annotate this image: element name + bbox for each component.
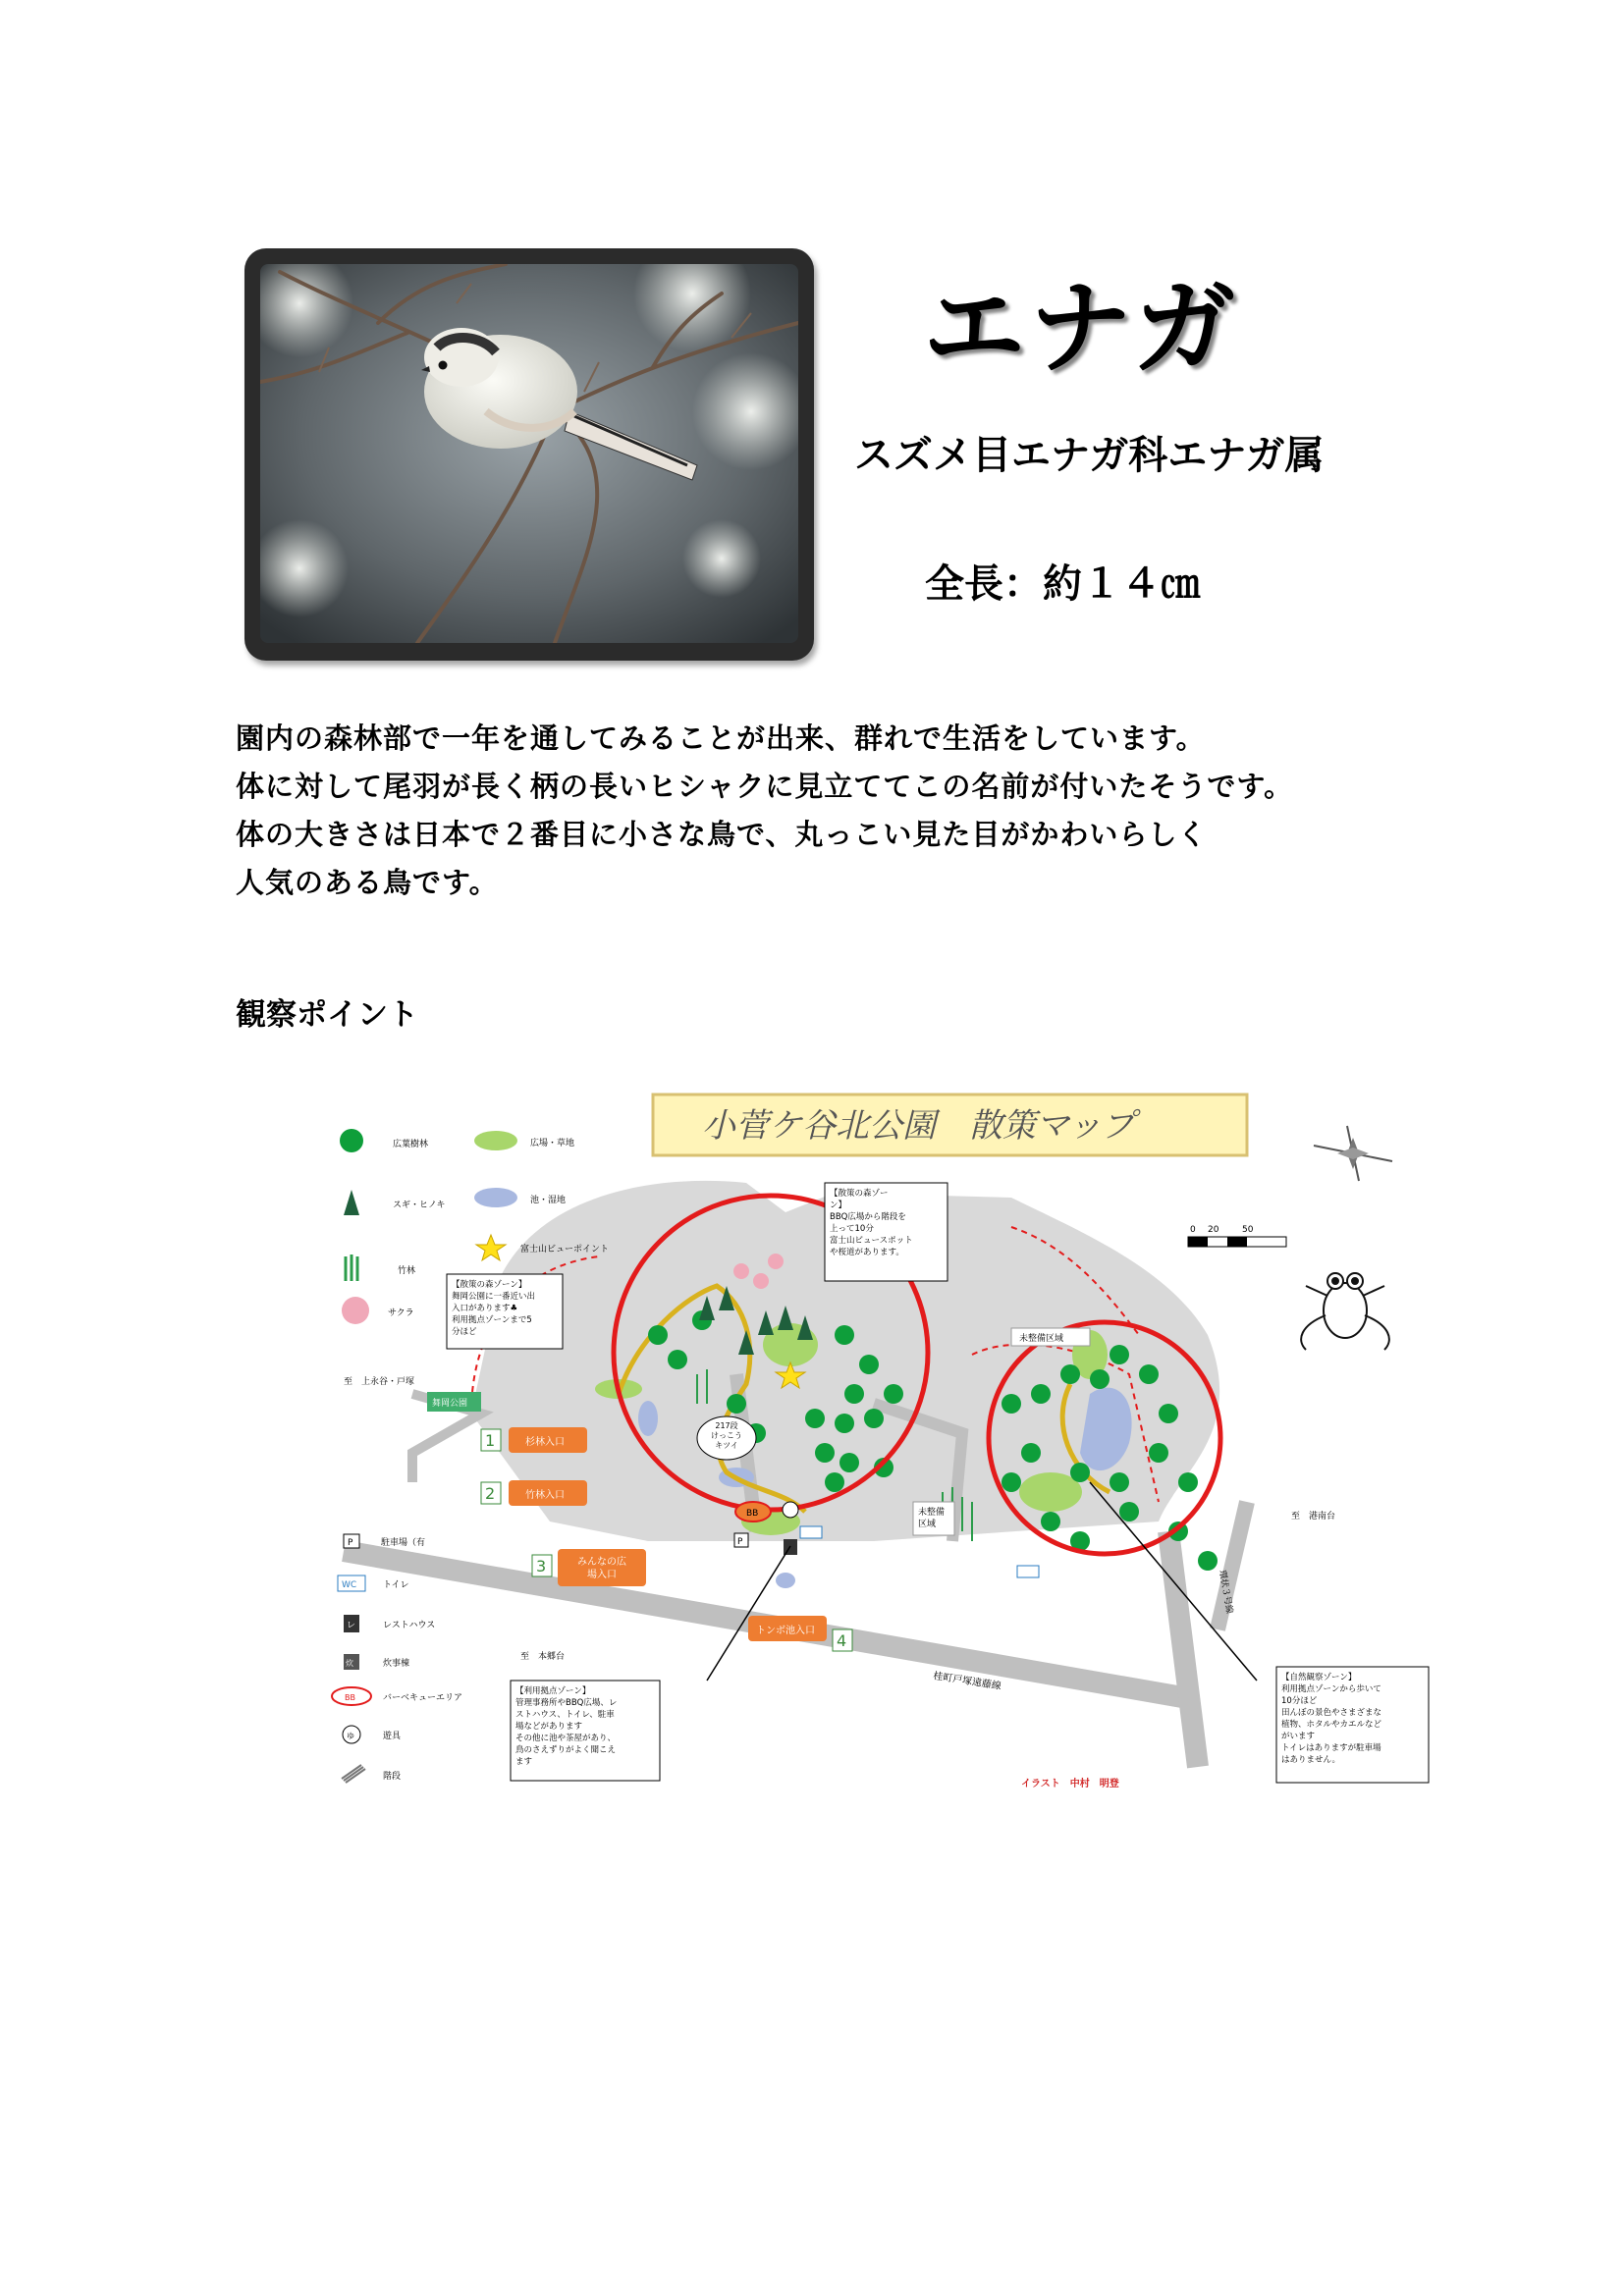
map-title-banner	[653, 1095, 1247, 1155]
park-map	[324, 1080, 1443, 1826]
svg-text:バーベキューエリア: バーベキューエリア	[383, 1693, 463, 1703]
svg-text:2: 2	[485, 1484, 496, 1503]
svg-text:みんなの広場入口: みんなの広場入口	[577, 1557, 626, 1580]
svg-text:3: 3	[536, 1557, 547, 1575]
illustrator-credit: イラスト 中村 明登	[1021, 1779, 1119, 1789]
svg-text:スギ・ヒノキ: スギ・ヒノキ	[393, 1201, 446, 1210]
svg-text:サクラ: サクラ	[388, 1308, 414, 1318]
road-label: 桂町戸塚遠藤線	[932, 1671, 1002, 1692]
place-maioka: 舞岡公園	[432, 1399, 468, 1409]
svg-text:遊具: 遊具	[383, 1732, 402, 1741]
sakura-icon	[342, 1297, 369, 1324]
svg-text:池・湿地: 池・湿地	[530, 1196, 567, 1205]
stairs-note: 217段けっこうキツイ	[711, 1421, 742, 1450]
toilet-marker	[800, 1526, 822, 1538]
svg-text:ゆ: ゆ	[347, 1732, 354, 1740]
svg-text:0: 0	[1190, 1225, 1196, 1235]
svg-text:竹林入口: 竹林入口	[525, 1490, 565, 1501]
toilet-marker-2	[1017, 1566, 1039, 1577]
entrance-1	[481, 1427, 587, 1453]
description-line: 体の大きさは日本で２番目に小さな鳥で、丸っこい見た目がかわいらしく	[236, 818, 1208, 851]
undeveloped-area-2: 未整備区域	[918, 1508, 946, 1529]
svg-text:P: P	[348, 1538, 353, 1548]
pond-icon	[474, 1188, 517, 1207]
taxonomy-text: スズメ目エナガ科エナガ属	[854, 433, 1325, 478]
svg-text:炊事棟: 炊事棟	[383, 1659, 410, 1669]
bamboo-icon	[346, 1255, 357, 1281]
scale-bar	[1188, 1225, 1286, 1247]
svg-text:【散策の森ゾーン】 舞岡公園に一番近い出: 【散策の森ゾーン】 舞岡公園に一番近い出 入口があります♣ 利用拠点ゾーンまで5 分ほど	[452, 1280, 536, 1337]
svg-text:【利用拠点ゾーン】 管理事務所やBBQ広場、レ: 【利用拠点ゾーン】 管理事務所やBBQ広場、レ ストハウス、トイレ、駐車 場などがあります その他に池や茶屋があり、 鳥のさえずりがよく聞こえ ます	[515, 1686, 618, 1767]
svg-text:20: 20	[1208, 1225, 1219, 1235]
bird-photo-frame	[244, 248, 814, 661]
svg-text:4: 4	[837, 1631, 847, 1650]
stairs-icon	[342, 1765, 365, 1783]
svg-text:駐車場（有: 駐車場（有	[381, 1538, 426, 1548]
bird-photo	[260, 264, 798, 643]
svg-text:50: 50	[1242, 1225, 1254, 1235]
description-line: 園内の森林部で一年を通してみることが出来、群れで生活をしています。	[236, 721, 1206, 755]
svg-text:広葉樹林: 広葉樹林	[393, 1140, 429, 1149]
frog-illustration	[1301, 1273, 1389, 1350]
description-line: 人気のある鳥です。	[236, 866, 499, 899]
place-honkyodai: 至 本郷台	[520, 1652, 566, 1662]
svg-text:1: 1	[485, 1431, 496, 1450]
map-title: 小菅ケ谷北公園 散策マップ	[702, 1106, 1135, 1146]
svg-text:トンボ池入口: トンボ池入口	[756, 1626, 815, 1636]
svg-text:階段: 階段	[383, 1772, 402, 1782]
compass-icon	[1314, 1126, 1392, 1181]
svg-text:杉林入口: 杉林入口	[525, 1437, 565, 1448]
description	[236, 715, 1414, 907]
place-minatodai: 至 港南台	[1291, 1512, 1336, 1522]
svg-text:P: P	[737, 1537, 743, 1547]
svg-text:レストハウス: レストハウス	[383, 1621, 436, 1630]
broadleaf-tree-icon	[340, 1129, 363, 1152]
entrance-2	[481, 1480, 587, 1506]
svg-text:【自然観察ゾーン】 利用拠点ゾーンから歩いて: 【自然観察ゾーン】 利用拠点ゾーンから歩いて 10分ほど 田んぼの景色やさまざまな 植物、ホタルやカエルなど がいます トイレはありますが駐車場 はありません。	[1281, 1673, 1382, 1765]
callout-forest-left	[447, 1274, 563, 1349]
length-text: 全長：約１４㎝	[925, 561, 1200, 607]
road-label-2: 環状３号線	[1217, 1569, 1234, 1615]
svg-text:BB: BB	[746, 1509, 759, 1519]
playground-marker	[783, 1502, 798, 1518]
place-kamieya: 至 上永谷・戸塚	[344, 1377, 415, 1387]
entrance-4	[748, 1616, 852, 1651]
svg-text:BB: BB	[345, 1693, 355, 1702]
svg-text:富士山ビューポイント: 富士山ビューポイント	[520, 1245, 610, 1255]
callout-forest-top	[825, 1183, 947, 1281]
callout-nature	[1090, 1482, 1429, 1783]
undeveloped-area-1: 未整備区域	[1019, 1334, 1064, 1344]
star-icon	[476, 1235, 506, 1260]
svg-text:竹林: 竹林	[398, 1266, 416, 1276]
svg-text:レ: レ	[347, 1621, 356, 1630]
svg-text:【散策の森ゾー ン】 BBQ広場から: 【散策の森ゾー ン】 BBQ広場から階段を 上って10分 富士山ビュースポット や桜道があります。	[830, 1189, 913, 1257]
observation-heading: 観察ポイント	[236, 997, 418, 1033]
svg-text:トイレ: トイレ	[383, 1580, 409, 1590]
grass-icon	[474, 1131, 517, 1150]
bird-name-title: エナガ	[923, 268, 1239, 388]
conifer-icon	[344, 1190, 359, 1215]
svg-text:WC: WC	[342, 1580, 357, 1590]
description-line: 体に対して尾羽が長く柄の長いヒシャクに見立ててこの名前が付いたそうです。	[236, 770, 1294, 803]
svg-text:広場・草地: 広場・草地	[530, 1139, 575, 1148]
svg-text:炊: 炊	[346, 1659, 353, 1668]
